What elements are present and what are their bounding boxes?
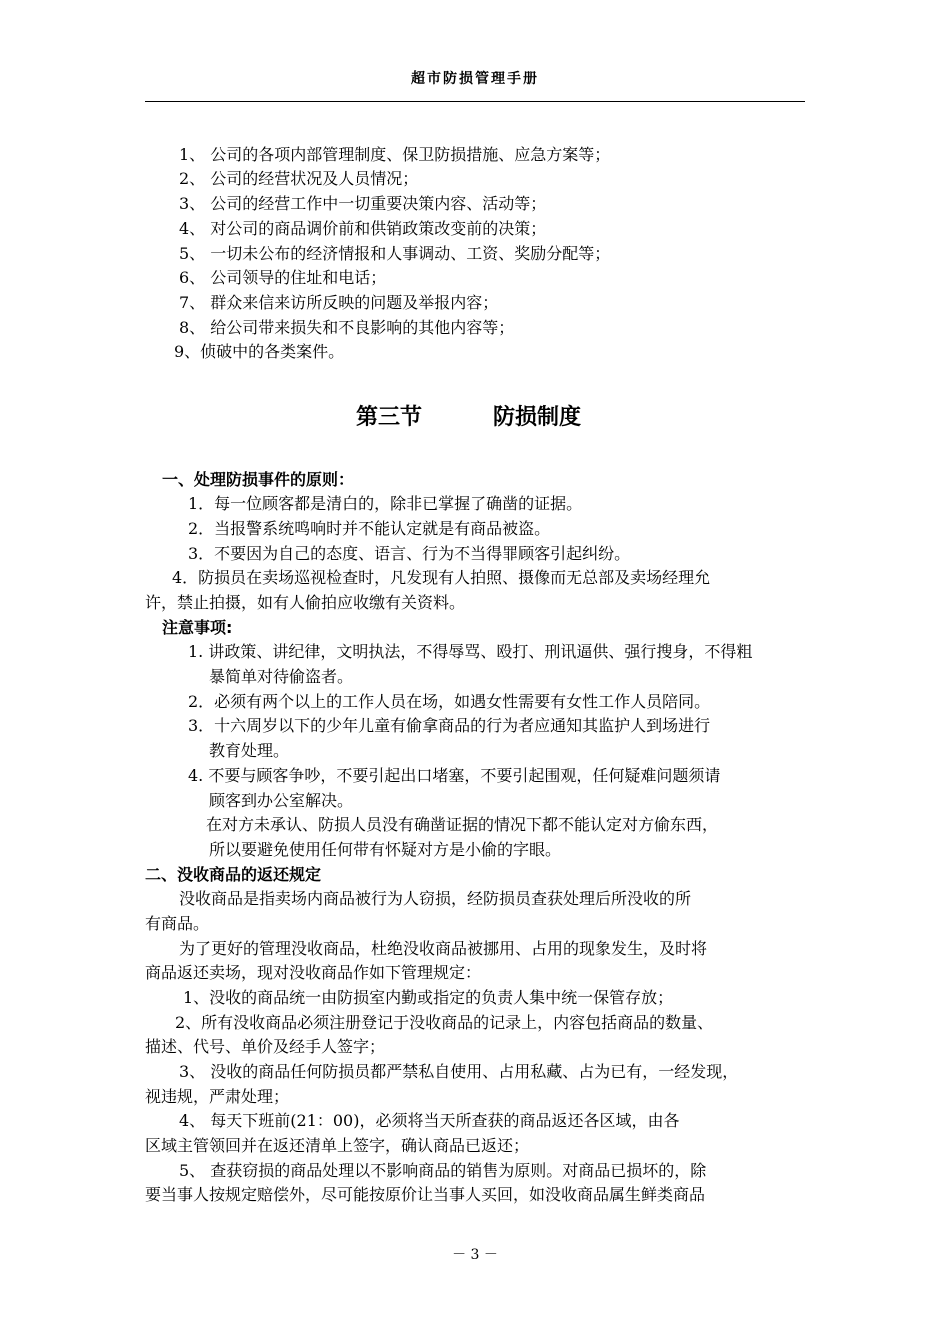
document-header-title: 超市防损管理手册 bbox=[411, 71, 539, 87]
rule-item-continuation: 区域主管领回并在返还清单上签字，确认商品已返还； bbox=[145, 1136, 530, 1155]
list-item: 3、 公司的经营工作中一切重要决策内容、活动等； bbox=[179, 194, 547, 213]
list-item: 4、 对公司的商品调价前和供销政策改变前的决策； bbox=[179, 219, 547, 238]
principle-item: 3．不要因为自己的态度、语言、行为不当得罪顾客引起纠纷。 bbox=[188, 544, 631, 563]
principle-item: 4．防损员在卖场巡视检查时，凡发现有人拍照、摄像而无总部及卖场经理允 bbox=[172, 568, 711, 587]
list-item: 9、侦破中的各类案件。 bbox=[174, 342, 345, 361]
rule-item: 4、 每天下班前(21：00)，必须将当天所查获的商品返还各区域，由各 bbox=[179, 1111, 680, 1130]
note-item-continuation: 教育处理。 bbox=[209, 741, 290, 760]
note-item: 1. 讲政策、讲纪律，文明执法，不得辱骂、殴打、刑讯逼供、强行搜身，不得粗 bbox=[188, 642, 753, 661]
rule-item: 3、 没收的商品任何防损员都严禁私自使用、占用私藏、占为已有，一经发现， bbox=[179, 1062, 739, 1081]
list-item: 6、 公司领导的住址和电话； bbox=[179, 268, 387, 287]
principles-heading: 一、处理防损事件的原则： bbox=[162, 470, 355, 489]
notes-heading: 注意事项: bbox=[162, 618, 233, 637]
list-item: 7、 群众来信来访所反映的问题及举报内容； bbox=[179, 293, 499, 312]
rule-item: 5、 查获窃损的商品处理以不影响商品的销售为原则。对商品已损坏的，除 bbox=[179, 1161, 707, 1180]
note-item-continuation: 顾客到办公室解决。 bbox=[209, 791, 354, 810]
rule-item-continuation: 描述、代号、单价及经手人签字； bbox=[145, 1037, 386, 1056]
header-divider bbox=[145, 101, 805, 102]
list-item: 5、 一切未公布的经济情报和人事调动、工资、奖励分配等； bbox=[179, 244, 611, 263]
note-item: 4. 不要与顾客争吵，不要引起出口堵塞，不要引起围观，任何疑难问题须请 bbox=[188, 766, 721, 785]
confiscated-paragraph-continuation: 商品返还卖场，现对没收商品作如下管理规定： bbox=[145, 963, 482, 982]
list-item: 1、 公司的各项内部管理制度、保卫防损措施、应急方案等； bbox=[179, 145, 611, 164]
confiscated-paragraph: 为了更好的管理没收商品，杜绝没收商品被挪用、占用的现象发生，及时将 bbox=[179, 939, 708, 958]
principle-item-continuation: 许，禁止拍摄，如有人偷拍应收缴有关资料。 bbox=[145, 593, 466, 612]
confiscated-paragraph: 没收商品是指卖场内商品被行为人窃损，经防损员查获处理后所没收的所 bbox=[179, 889, 692, 908]
section-title bbox=[0, 400, 950, 434]
list-item: 8、 给公司带来损失和不良影响的其他内容等； bbox=[179, 318, 515, 337]
note-item: 2．必须有两个以上的工作人员在场，如遇女性需要有女性工作人员陪同。 bbox=[188, 692, 711, 711]
rule-item-continuation: 要当事人按规定赔偿外，尽可能按原价让当事人买回，如没收商品属生鲜类商品 bbox=[145, 1185, 706, 1204]
page-number: － 3 － bbox=[452, 1247, 498, 1263]
note-item-continuation: 暴简单对待偷盗者。 bbox=[209, 667, 354, 686]
rule-item-continuation: 视违规，严肃处理； bbox=[145, 1087, 290, 1106]
principle-item: 1．每一位顾客都是清白的，除非已掌握了确凿的证据。 bbox=[188, 494, 583, 513]
note-paragraph: 在对方未承认、防损人员没有确凿证据的情况下都不能认定对方偷东西， bbox=[206, 815, 719, 834]
confiscated-heading: 二、没收商品的返还规定 bbox=[145, 865, 322, 884]
section-number: 第三节 bbox=[356, 405, 423, 430]
list-item: 2、 公司的经营状况及人员情况； bbox=[179, 169, 419, 188]
note-item: 3．十六周岁以下的少年儿童有偷拿商品的行为者应通知其监护人到场进行 bbox=[188, 716, 711, 735]
rule-item: 2、所有没收商品必须注册登记于没收商品的记录上，内容包括商品的数量、 bbox=[175, 1013, 714, 1032]
section-name: 防损制度 bbox=[493, 405, 582, 430]
confiscated-paragraph-continuation: 有商品。 bbox=[145, 914, 210, 933]
note-paragraph-continuation: 所以要避免使用任何带有怀疑对方是小偷的字眼。 bbox=[209, 840, 562, 859]
principle-item: 2．当报警系统鸣响时并不能认定就是有商品被盗。 bbox=[188, 519, 551, 538]
rule-item: 1、没收的商品统一由防损室内勤或指定的负责人集中统一保管存放； bbox=[183, 988, 674, 1007]
